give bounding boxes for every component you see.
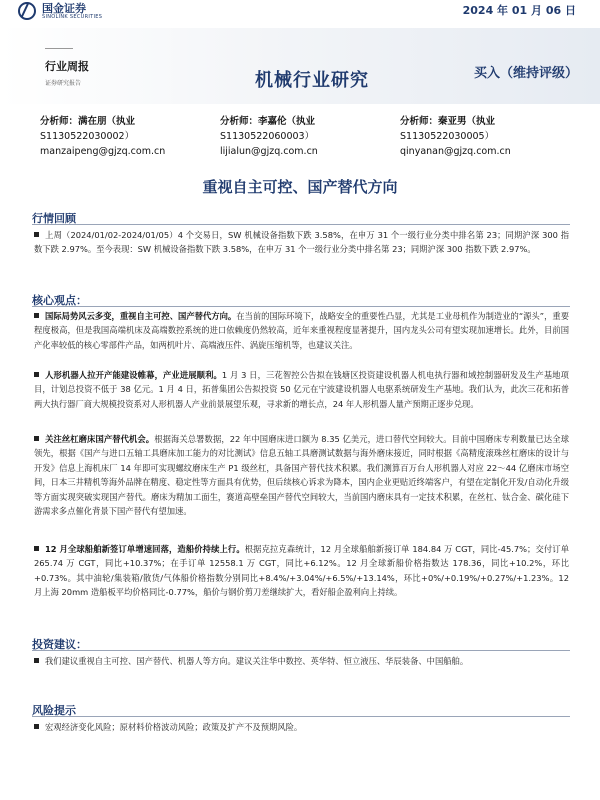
logo-mark-icon (18, 2, 36, 20)
core-item-lead: 12 月全球船舶新签订单增速回落，造船价持续上行。 (45, 544, 245, 554)
bullet-icon (34, 313, 39, 318)
analyst-cert: S1130522030005） (400, 131, 495, 142)
core-item (34, 432, 569, 518)
section-divider (32, 224, 570, 225)
report-subtype: 证券研究报告 (45, 80, 82, 87)
analyst-card (400, 114, 580, 159)
bullet-icon (34, 724, 39, 729)
report-type: 行业周报 (45, 60, 89, 73)
core-item-text: 1 月 3 日，三花智控公告拟在钱塘区投资建设机器人机电执行器和域控制器研发及生产基地项目，计划总投资不低于 38 亿元。1 月 4 日，拓普集团公告拟投资 50 亿元在宁波建设机器人电驱系统研发生产基地。我们认为，此次三花和拓普两大执行器厂商大规模投资系对人形机器人产业前景展望乐观，寻求新的增长点，24 年人形机器人量产预期正逐步兑现。 (34, 370, 569, 409)
analyst-name: 分析师：秦亚男（执业 (400, 116, 496, 127)
analyst-card (40, 114, 220, 159)
review-paragraph (34, 228, 569, 257)
core-item (34, 368, 569, 411)
analyst-email[interactable]: lijialun@gjzq.com.cn (220, 146, 318, 157)
logo-name: 国金证券 (42, 1, 86, 15)
advice-text: 我们建议重视自主可控、国产替代、机器人等方向。建议关注华中数控、英华特、恒立液压、华辰装备、中国船舶。 (45, 656, 469, 666)
section-divider (32, 306, 570, 307)
section-heading-advice: 投资建议： (32, 638, 87, 651)
bullet-icon (34, 436, 39, 441)
analyst-name: 分析师：满在朋（执业 (40, 116, 136, 127)
analyst-cert: S1130522060003） (220, 131, 315, 142)
analyst-list (40, 114, 580, 159)
company-logo (18, 0, 102, 22)
rating-badge: 买入（维持评级） (473, 66, 578, 81)
section-heading-review: 行情回顾 (32, 212, 76, 225)
section-divider (32, 650, 570, 651)
main-title: 重视自主可控、国产替代方向 (202, 178, 398, 196)
bullet-icon (34, 372, 39, 377)
report-date: 2024 年 01 月 06 日 (462, 4, 576, 17)
core-item-lead: 国际局势风云多变，重视自主可控、国产替代方向。 (45, 311, 237, 321)
bullet-icon (34, 658, 39, 663)
core-item-text: 在当前的国际环境下，战略安全的重要性凸显，尤其是工业母机作为制造业的“源头”，重要程度极高，但是我国高端机床及高端数控系统的进口依赖度仍然较高，近年来重视程度显著提升，国内龙头公司有望实现加速增长。此外，目前国产化率较低的核心零部件产品，如两机叶片、高端液压件、涡旋压缩机等，也建议关注。 (34, 311, 569, 350)
analyst-cert: S1130522030002） (40, 131, 135, 142)
logo-english: SINOLINK SECURITIES (42, 13, 103, 20)
advice-paragraph (34, 654, 569, 668)
section-divider (32, 716, 570, 717)
bullet-icon (34, 546, 39, 551)
report-header (0, 0, 600, 118)
analyst-name: 分析师：李嘉伦（执业 (220, 116, 316, 127)
title-band (0, 28, 600, 104)
core-item (34, 309, 569, 352)
report-title: 机械行业研究 (255, 70, 369, 91)
analyst-email[interactable]: manzaipeng@gjzq.com.cn (40, 146, 166, 157)
risk-text: 宏观经济变化风险；原材料价格波动风险；政策及扩产不及预期风险。 (45, 722, 303, 732)
core-item-lead: 人形机器人拉开产能建设帷幕，产业进展顺利。 (45, 370, 222, 380)
bullet-icon (34, 232, 39, 237)
review-text: 上周（2024/01/02-2024/01/05）4 个交易日，SW 机械设备指数下跌 3.58%，在申万 31 个一级行业分类中排名第 23；同期沪深 300 指数下跌 2.97%。至今表现：SW 机械设备指数下跌 3.58%，在申万 31 个一级行业分类中排名第 23；同期沪深 300 指数下跌 2.97%。 (34, 230, 569, 255)
risk-paragraph (34, 720, 569, 734)
core-item-text: 根据克拉克森统计，12 月全球船舶新接订单 184.84 万 CGT，同比-45.7%；交付订单 265.74 万 CGT，同比+10.37%；在手订单 12558.1 万 CGT，同比+6.12%。12 月全球新船价格指数达 178.36，同比+10.2%，环比+0.73%。其中油轮/集装箱/散货/气体船价格指数分别同比+8.4%/+3.04%/+6.5%/+13.14%，环比+0%/+0.19%/+0.27%/+1.23%。12 月上海 20mm 造船板平均价格同比-0.77%，船价与钢价剪刀差继续扩大，看好船企盈利向上持续。 (34, 544, 569, 598)
section-heading-core: 核心观点： (32, 294, 87, 307)
divider (45, 48, 73, 49)
analyst-email[interactable]: qinyanan@gjzq.com.cn (400, 146, 511, 157)
analyst-card (220, 114, 400, 159)
section-heading-risk: 风险提示 (32, 704, 76, 717)
core-item (34, 542, 569, 600)
core-item-text: 根据海关总署数据，22 年中国磨床进口额为 8.35 亿美元，进口替代空间较大。目前中国磨床专利数量已达全球领先，根据《国产与进口五轴工具磨床加工能力的对比测试》信息五轴工具磨测试数据与海外磨床接近，同时根据《高精度滚珠丝杠磨床的设计与开发》信息上海机床厂 14 年即可实现螺纹磨床生产 P1 级丝杠，具备国产替代技术积累。我们测算百万台人形机器人对应 22～44 亿磨床市场空间，日本三井精机等海外品牌在精度、稳定性等方面具有优势，但后续核心诉求为降本，国内企业更贴近终端客户，有望在定制化开发/自动化升级等方面实现突破实现国产替代。磨床为精加工面生，赛道高壁垒国产替代空间较大，当前国内磨床具有一定技术积累，在丝杠、钛合金、碳化硅下游需求多点催化背景下国产替代有望加速。 (34, 434, 569, 517)
core-item-lead: 关注丝杠磨床国产替代机会。 (45, 434, 155, 444)
